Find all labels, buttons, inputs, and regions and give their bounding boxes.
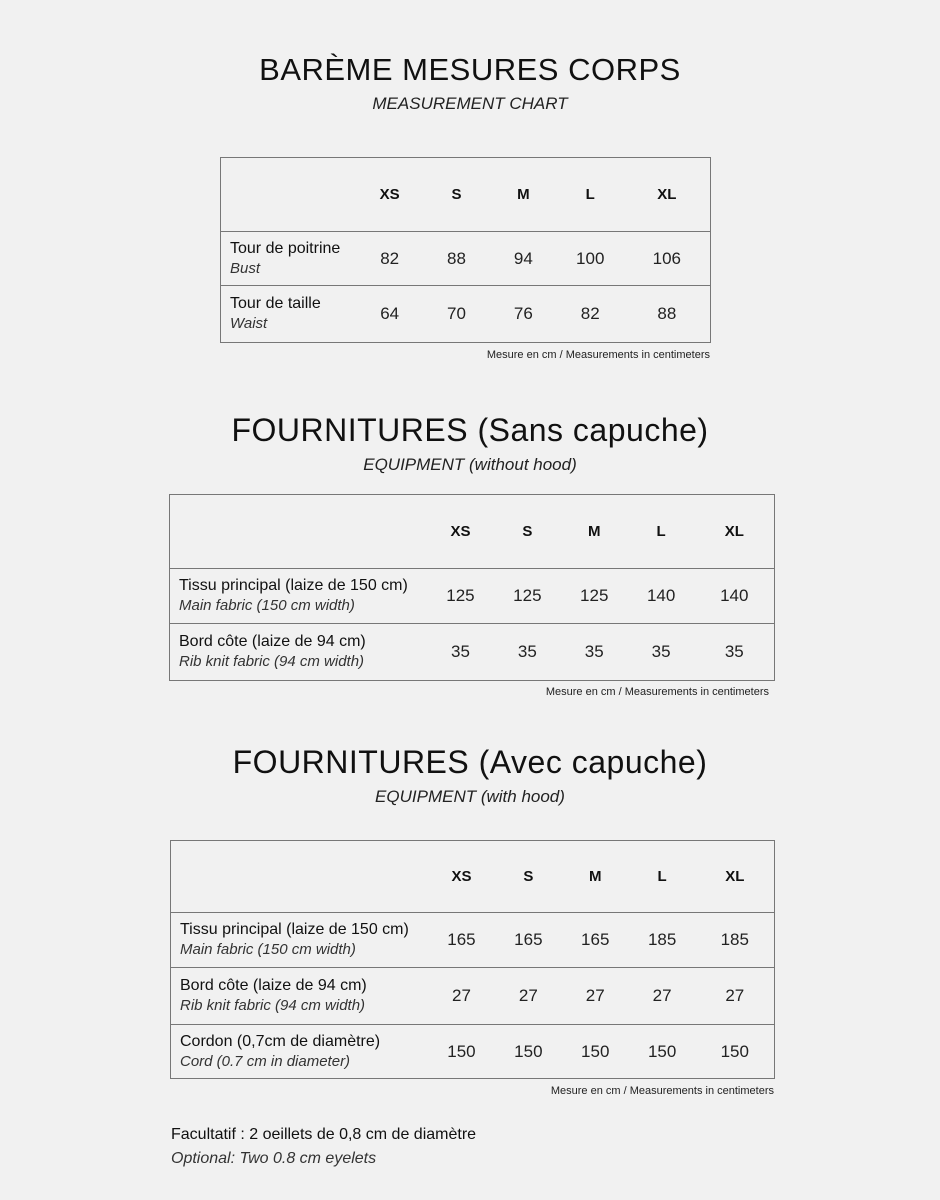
value-cell: 125 [580, 586, 609, 605]
row-label [171, 968, 429, 1025]
value-cell: 150 [696, 1025, 775, 1079]
value-cell: 27 [562, 968, 629, 1025]
size-header: XS [428, 841, 495, 913]
table-row [170, 624, 775, 681]
header-blank [170, 495, 428, 569]
header-blank [171, 841, 429, 913]
row-label-fr: Cordon (0,7cm de diamètre) [180, 1032, 381, 1050]
without-hood-title: FOURNITURES (Sans capuche) [231, 412, 709, 448]
size-header: L [629, 841, 696, 913]
measurement-table [220, 157, 711, 343]
value-cell: 35 [494, 624, 561, 681]
row-label [221, 232, 357, 286]
without-hood-table [169, 494, 775, 681]
size-header: XL [624, 158, 711, 232]
value-cell: 27 [495, 968, 562, 1025]
row-label-fr: Bord côte (laize de 94 cm) [180, 977, 367, 994]
size-header: M [562, 841, 629, 913]
size-header: S [423, 158, 490, 232]
size-header: XS [427, 495, 494, 569]
size-header: S [494, 495, 561, 569]
value-cell: 35 [427, 624, 494, 681]
value-cell: 64 [356, 286, 423, 343]
value-cell: 27 [428, 968, 495, 1025]
without-hood-unit-note: Mesure en cm / Measurements in centimeters [545, 686, 769, 698]
size-header: XL [695, 495, 775, 569]
value-cell: 125 [446, 586, 475, 605]
row-label-en: Rib knit fabric (94 cm width) [179, 653, 365, 670]
optional-note-en: Optional: Two 0.8 cm eyelets [171, 1150, 377, 1167]
size-header: XS [356, 158, 423, 232]
row-label-fr: Tour de taille [230, 295, 321, 312]
without-hood-header-row [170, 495, 775, 569]
table-row [221, 232, 711, 286]
row-label [170, 624, 428, 681]
row-label [171, 913, 429, 968]
table-row [170, 569, 775, 624]
value-cell: 76 [490, 286, 557, 343]
size-header: XL [696, 841, 775, 913]
row-label-en: Main fabric (150 cm width) [180, 941, 356, 958]
value-cell: 88 [447, 248, 466, 268]
value-cell: 140 [720, 586, 749, 605]
size-header: L [628, 495, 695, 569]
row-label-fr: Tissu principal (laize de 150 cm) [180, 921, 409, 938]
value-cell: 70 [423, 286, 490, 343]
value-cell: 150 [629, 1025, 696, 1079]
with-hood-subtitle: EQUIPMENT (with hood) [375, 787, 565, 806]
value-cell: 165 [514, 930, 543, 949]
table-row [171, 1025, 775, 1079]
header-blank [221, 158, 357, 232]
row-label-en: Bust [230, 259, 261, 277]
measurement-unit-note: Mesure en cm / Measurements in centimeters [486, 349, 710, 361]
measurement-subtitle: MEASUREMENT CHART [372, 94, 568, 113]
row-label [170, 569, 428, 624]
value-cell: 150 [428, 1025, 495, 1079]
with-hood-header-row [171, 841, 775, 913]
value-cell: 125 [513, 586, 542, 605]
row-label [221, 286, 357, 343]
value-cell: 165 [581, 930, 610, 949]
value-cell: 27 [696, 968, 775, 1025]
value-cell: 140 [646, 586, 676, 605]
value-cell: 185 [647, 930, 677, 949]
table-row [171, 968, 775, 1025]
value-cell: 150 [562, 1025, 629, 1079]
measurement-header-row [221, 158, 711, 232]
value-cell: 35 [561, 624, 628, 681]
value-cell: 150 [495, 1025, 562, 1079]
row-label-fr: Bord côte (laize de 94 cm) [179, 633, 366, 650]
row-label-en: Cord (0.7 cm in diameter) [180, 1052, 351, 1070]
row-label [171, 1025, 429, 1079]
size-header: M [561, 495, 628, 569]
value-cell: 88 [624, 286, 711, 343]
value-cell: 35 [695, 624, 775, 681]
row-label-en: Rib knit fabric (94 cm width) [180, 997, 366, 1014]
value-cell: 35 [628, 624, 695, 681]
row-label-fr: Tour de poitrine [230, 239, 341, 257]
value-cell: 82 [557, 286, 624, 343]
table-row [221, 286, 711, 343]
size-header: L [557, 158, 624, 232]
row-label-en: Waist [230, 315, 268, 332]
with-hood-title: FOURNITURES (Avec capuche) [232, 744, 708, 780]
value-cell: 106 [652, 248, 682, 268]
value-cell: 165 [447, 930, 476, 949]
value-cell: 100 [576, 248, 605, 268]
with-hood-table [170, 840, 775, 1079]
table-row [171, 913, 775, 968]
value-cell: 82 [380, 248, 400, 268]
size-header: M [490, 158, 557, 232]
without-hood-subtitle: EQUIPMENT (without hood) [363, 455, 577, 474]
measurement-title: BARÈME MESURES CORPS [259, 52, 681, 87]
with-hood-unit-note: Mesure en cm / Measurements in centimeters [550, 1085, 774, 1097]
row-label-fr: Tissu principal (laize de 150 cm) [179, 577, 408, 594]
value-cell: 27 [629, 968, 696, 1025]
optional-note-fr: Facultatif : 2 oeillets de 0,8 cm de diamètre [171, 1126, 477, 1143]
size-header: S [495, 841, 562, 913]
row-label-en: Main fabric (150 cm width) [179, 597, 355, 614]
value-cell: 185 [720, 930, 749, 949]
value-cell: 94 [513, 248, 533, 268]
